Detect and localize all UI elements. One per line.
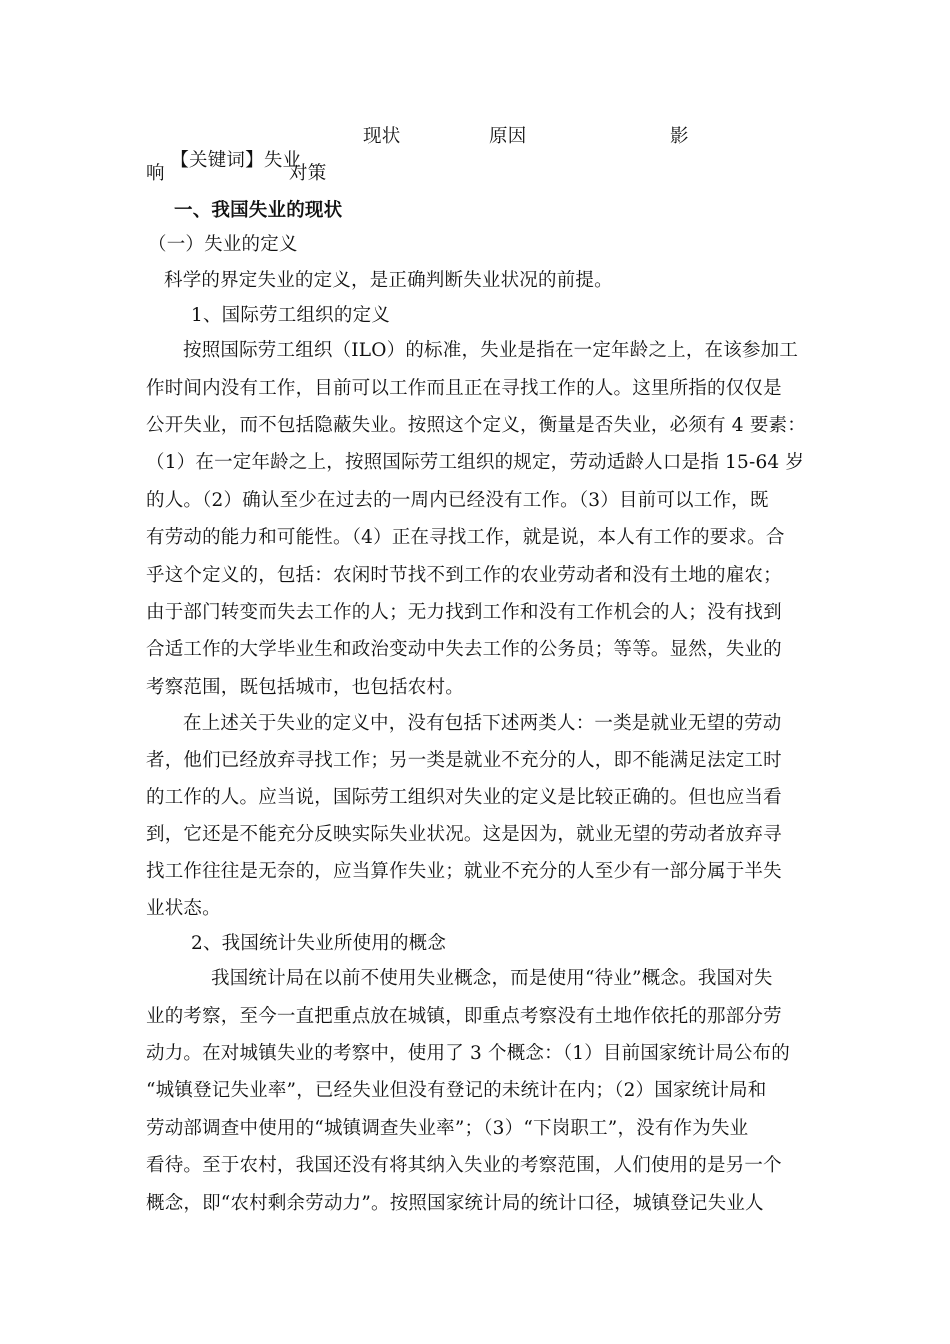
paragraph-line: 合适工作的大学毕业生和政治变动中失去工作的公务员；等等。显然，失业的 (146, 639, 782, 660)
keyword-term: 失业 (263, 150, 302, 171)
keyword-term: 对策 (289, 163, 327, 184)
paragraph-line: 公开失业，而不包括隐蔽失业。按照这个定义，衡量是否失业，必须有 4 要素： (146, 415, 806, 436)
paragraph-line: 由于部门转变而失去工作的人；无力找到工作和没有工作机会的人；没有找到 (146, 602, 782, 623)
paragraph-line: 按照国际劳工组织（ILO）的标准，失业是指在一定年龄之上，在该参加工 (183, 340, 799, 361)
paragraph-line: 的人。（2）确认至少在过去的一周内已经没有工作。（3）目前可以工作，既 (146, 490, 769, 511)
paragraph-line: 看待。至于农村，我国还没有将其纳入失业的考察范围，人们使用的是另一个 (146, 1155, 782, 1176)
keywords-line-1 (146, 125, 301, 197)
keyword-term: 影 (670, 126, 689, 147)
paragraph-line: 的工作的人。应当说，国际劳工组织对失业的定义是比较正确的。但也应当看 (146, 787, 782, 808)
paragraph-line: 业的考察，至今一直把重点放在城镇，即重点考察没有土地作依托的那部分劳 (146, 1006, 782, 1027)
intro-paragraph: 科学的界定失业的定义，是正确判断失业状况的前提。 (164, 270, 613, 291)
paragraph-line: 到，它还是不能充分反映实际失业状况。这是因为，就业无望的劳动者放弃寻 (146, 824, 782, 845)
paragraph-line: 概念，即“农村剩余劳动力”。按照国家统计局的统计口径，城镇登记失业人 (146, 1193, 764, 1214)
section-heading: 一、我国失业的现状 (174, 200, 343, 221)
paragraph-line: “城镇登记失业率”，已经失业但没有登记的未统计在内；（2）国家统计局和 (146, 1080, 767, 1101)
paragraph-line: 乎这个定义的，包括：农闲时节找不到工作的农业劳动者和没有土地的雇农； (146, 565, 782, 586)
paragraph-line: 作时间内没有工作，目前可以工作而且正在寻找工作的人。这里所指的仅仅是 (146, 378, 782, 399)
paragraph-line: 考察范围，既包括城市，也包括农村。 (146, 677, 464, 698)
keyword-term: 响 (146, 163, 165, 184)
paragraph-line: 有劳动的能力和可能性。（4）正在寻找工作，就是说，本人有工作的要求。合 (146, 527, 785, 548)
paragraph-line: 找工作往往是无奈的，应当算作失业；就业不充分的人至少有一部分属于半失 (146, 861, 782, 882)
paragraph-line: （1）在一定年龄之上，按照国际劳工组织的规定，劳动适龄人口是指 15-64 岁 (146, 452, 805, 473)
paragraph-line: 我国统计局在以前不使用失业概念，而是使用“待业”概念。我国对失 (211, 968, 773, 989)
subsection-heading: （一）失业的定义 (148, 234, 298, 255)
paragraph-line: 者，他们已经放弃寻找工作；另一类是就业不充分的人，即不能满足法定工时 (146, 750, 782, 771)
keyword-term: 原因 (489, 126, 527, 147)
item-heading: 2、我国统计失业所使用的概念 (191, 933, 447, 954)
paragraph-line: 动力。在对城镇失业的考察中，使用了 3 个概念：（1）目前国家统计局公布的 (146, 1043, 790, 1064)
item-heading: 1、国际劳工组织的定义 (191, 305, 390, 326)
paragraph-line: 在上述关于失业的定义中，没有包括下述两类人：一类是就业无望的劳动 (183, 713, 782, 734)
keywords-label: 【关键词】 (170, 150, 264, 171)
paragraph-line: 劳动部调查中使用的“城镇调查失业率”；（3）“下岗职工”，没有作为失业 (146, 1118, 749, 1139)
keyword-term: 现状 (363, 126, 401, 147)
paragraph-line: 业状态。 (146, 898, 221, 919)
